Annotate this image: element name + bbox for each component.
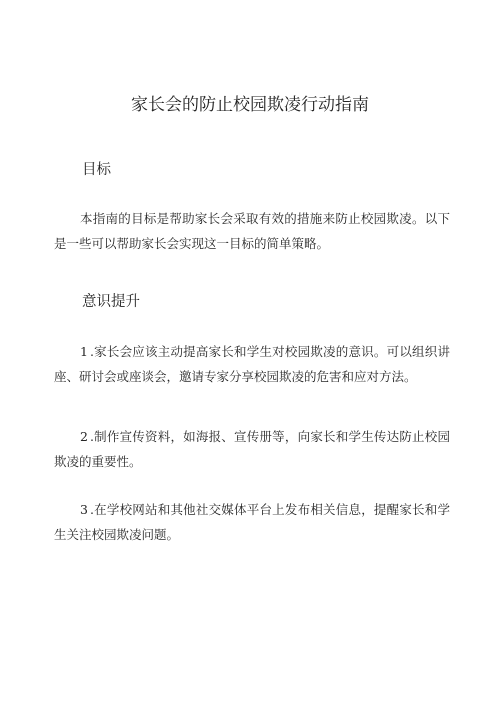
list-item-text: .制作宣传资料，如海报、宣传册等，向家长和学生传达防止校园欺凌的重要性。 [54, 429, 450, 469]
section-heading-goal: 目标 [82, 162, 111, 178]
list-item-text: .家长会应该主动提高家长和学生对校园欺凌的意识。可以组织讲座、研讨会或座谈会，邀请专家分享校园欺凌的危害和应对方法。 [54, 344, 450, 384]
list-item-number: 3 [80, 502, 88, 517]
document-title: 家长会的防止校园欺凌行动指南 [131, 95, 369, 115]
list-item-1 [54, 339, 450, 389]
list-item-text: .在学校网站和其他社交媒体平台上发布相关信息，提醒家长和学生关注校园欺凌问题。 [54, 502, 450, 542]
list-item-3 [54, 497, 450, 547]
list-item-2 [54, 424, 450, 474]
goal-paragraph: 本指南的目标是帮助家长会采取有效的措施来防止校园欺凌。以下是一些可以帮助家长会实现这一目标的简单策略。 [54, 211, 450, 251]
list-item-number: 2 [80, 429, 88, 444]
section-heading-awareness: 意识提升 [82, 294, 140, 310]
list-item-number: 1 [80, 344, 88, 359]
